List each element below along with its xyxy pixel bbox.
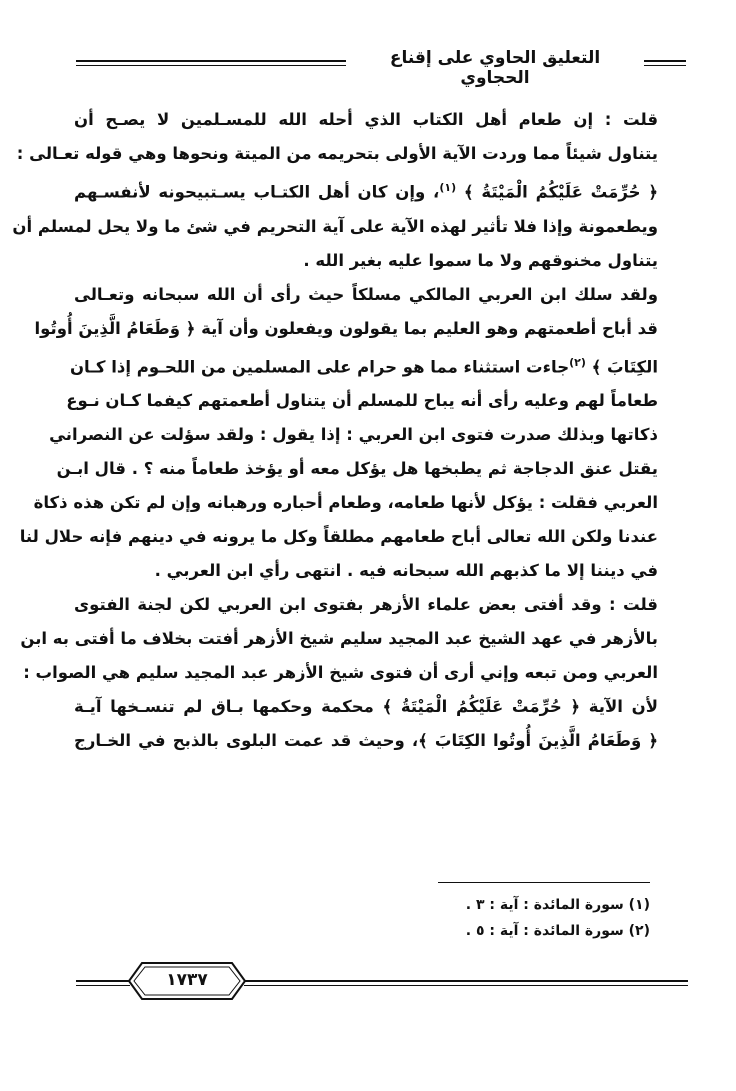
footer-rule-left: [76, 980, 130, 986]
text-segment: ، وإن كان أهل الكتـاب يسـتبيحونه لأنفسـهم: [74, 182, 440, 202]
text-line: العربي ومن تبعه وإني أرى أن فتوى شيخ الأزهر عبد المجيد سليم هي الصواب :: [23, 663, 658, 682]
text-line: يتناول شيئاً مما وردت الآية الأولى بتحريمه من الميتة ونحوها وهي قوله تعـالى :: [16, 144, 658, 163]
footnote-separator: [438, 882, 650, 883]
footnote-1: (١) سورة المائدة : آية : ٣ .: [465, 897, 650, 913]
text-line: [74, 171, 688, 210]
paragraph-2: [19, 278, 688, 589]
page-footer: [76, 962, 688, 1002]
text-line: عندنا ولكن الله تعالى أباح طعامهم مطلقاً وكل ما يرونه في دينهم فإنه حلال لنا: [19, 527, 658, 546]
text-line: ذكاتها وبذلك صدرت فتوى ابن العربي : إذا يقول : ولقد سؤلت عن النصراني: [49, 425, 658, 444]
text-line: طعاماً لهم وعليه رأى أنه يباح للمسلم أن يتناول أطعمتهم كيفما كـان نـوع: [66, 391, 658, 410]
page-number-badge: [128, 962, 246, 1000]
header-title: التعليق الحاوي على إقناع الحجاوي: [389, 48, 601, 88]
running-header: [76, 48, 686, 88]
footer-rule-right: [244, 980, 688, 986]
paragraph-1: [12, 103, 688, 278]
header-rule-left: [76, 60, 346, 66]
header-rule-right: [644, 60, 686, 66]
text-line: العربي فقلت : يؤكل لأنها طعامه، وطعام أحباره ورهبانه وإن لم تكن هذه ذكاة: [33, 493, 658, 512]
text-line: لأن الآية ﴿ حُرِّمَتْ عَلَيْكُمُ الْمَيْتَةُ ﴾ محكمة وحكمها بـاق لم تنسـخها آيـة: [74, 697, 658, 716]
text-segment: جاءت استثناء مما هو حرام على المسلمين من اللحـوم إذا كـان: [69, 357, 570, 376]
footnote-ref-1: (١): [439, 181, 457, 194]
footnotes: [370, 892, 650, 944]
quran-quote: الكِتَابَ ﴾: [591, 357, 658, 376]
text-line: [69, 346, 688, 385]
text-line: بالأزهر في عهد الشيخ عبد المجيد سليم شيخ الأزهر أفتت بخلاف ما أفتى به ابن: [20, 629, 658, 648]
main-text: [12, 103, 688, 758]
text-line: يتناول مخنوقهم ولا ما سموا عليه بغير الله .: [303, 250, 658, 270]
footnote-2: (٢) سورة المائدة : آية : ٥ .: [465, 923, 650, 939]
quran-quote: ﴿ حُرِّمَتْ عَلَيْكُمُ الْمَيْتَةُ ﴾: [463, 182, 658, 202]
text-line: ولقد سلك ابن العربي المالكي مسلكاً حيث رأى أن الله سبحانه وتعـالى: [74, 284, 658, 304]
paragraph-3: [20, 588, 688, 758]
text-line: يقتل عنق الدجاجة ثم يطبخها هل يؤكل معه أو يؤخذ طعاماً منه ؟ . قال ابـن: [56, 459, 658, 478]
page-number: ١٧٣٧: [166, 970, 208, 990]
footnote-ref-2: (٢): [569, 355, 586, 369]
text-line: قلت : إن طعام أهل الكتاب الذي أحله الله للمسـلمين لا يصـح أن: [74, 110, 658, 129]
text-line: ﴿ وَطَعَامُ الَّذِينَ أُوتُوا الكِتَابَ ﴾، وحيث قد عمت البلوى بالذبح في الخـارج: [74, 731, 658, 750]
text-line: في ديننا إلا ما كذبهم الله سبحانه فيه . انتهى رأي ابن العربي .: [154, 561, 658, 580]
text-line: قلت : وقد أفتى بعض علماء الأزهر بفتوى ابن العربي لكن لجنة الفتوى: [74, 595, 658, 614]
text-line: قد أباح أطعمتهم وهو العليم بما يقولون ويفعلون وأن آية ﴿ وَطَعَامُ الَّذِينَ أُوتُوا: [34, 318, 658, 338]
text-line: ويطعمونة وإذا فلا تأثير لهذه الآية على آية التحريم في شئ ما ولا يحل لمسلم أن: [12, 216, 658, 236]
